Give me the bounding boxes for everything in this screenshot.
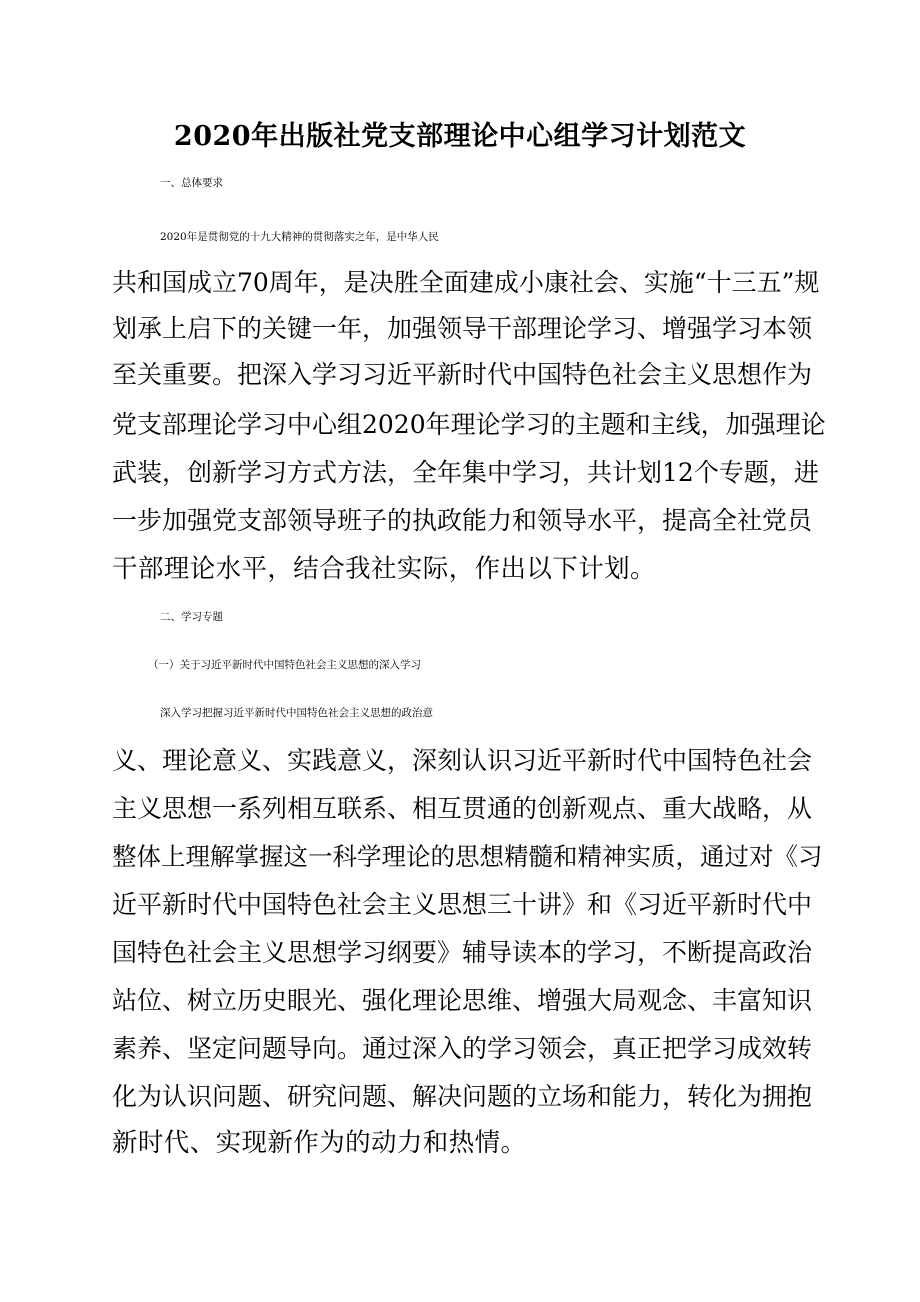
paragraph-line: 2020年是贯彻党的十九大精神的贯彻落实之年，是中华人民: [160, 231, 439, 243]
paragraph-line: 近平新时代中国特色社会主义思想三十讲》和《习近平新时代中: [112, 890, 813, 919]
paragraph-line: 武装，创新学习方式方法，全年集中学习，共计划12个专题，进: [112, 458, 819, 487]
subsection-heading: （一）关于习近平新时代中国特色社会主义思想的深入学习: [148, 659, 421, 671]
paragraph-line: 新时代、实现新作为的动力和热情。: [112, 1128, 527, 1158]
paragraph-line: 国特色社会主义思想学习纲要》辅导读本的学习，不断提高政治: [112, 938, 813, 967]
paragraph-line: 素养、坚定问题导向。通过深入的学习领会，真正把学习成效转: [112, 1034, 813, 1063]
paragraph-line: 至关重要。把深入学习习近平新时代中国特色社会主义思想作为: [112, 360, 813, 389]
paragraph-line: 划承上启下的关键一年，加强领导干部理论学习、增强学习本领: [112, 314, 813, 343]
document-title: 2020年出版社党支部理论中心组学习计划范文: [173, 121, 747, 152]
paragraph-line: 站位、树立历史眼光、强化理论思维、增强大局观念、丰富知识: [112, 986, 813, 1015]
paragraph-line: 共和国成立70周年，是决胜全面建成小康社会、实施“十三五”规: [112, 268, 820, 297]
paragraph-line: 整体上理解掌握这一科学理论的思想精髓和精神实质，通过对《习: [112, 842, 823, 871]
paragraph-line: 化为认识问题、研究问题、解决问题的立场和能力，转化为拥抱: [112, 1082, 813, 1111]
paragraph-line: 义、理论意义、实践意义，深刻认识习近平新时代中国特色社会: [112, 746, 813, 775]
paragraph-line: 干部理论水平，结合我社实际，作出以下计划。: [112, 554, 656, 584]
paragraph-line: 深入学习把握习近平新时代中国特色社会主义思想的政治意: [160, 707, 433, 719]
paragraph-line: 一步加强党支部领导班子的执政能力和领导水平，提高全社党员: [112, 506, 813, 535]
paragraph-line: 主义思想一系列相互联系、相互贯通的创新观点、重大战略，从: [112, 794, 813, 823]
section-heading-study-topics: 二、学习专题: [160, 611, 223, 623]
paragraph-line: 党支部理论学习中心组2020年理论学习的主题和主线，加强理论: [112, 410, 826, 439]
section-heading-general-requirements: 一、总体要求: [160, 177, 223, 189]
